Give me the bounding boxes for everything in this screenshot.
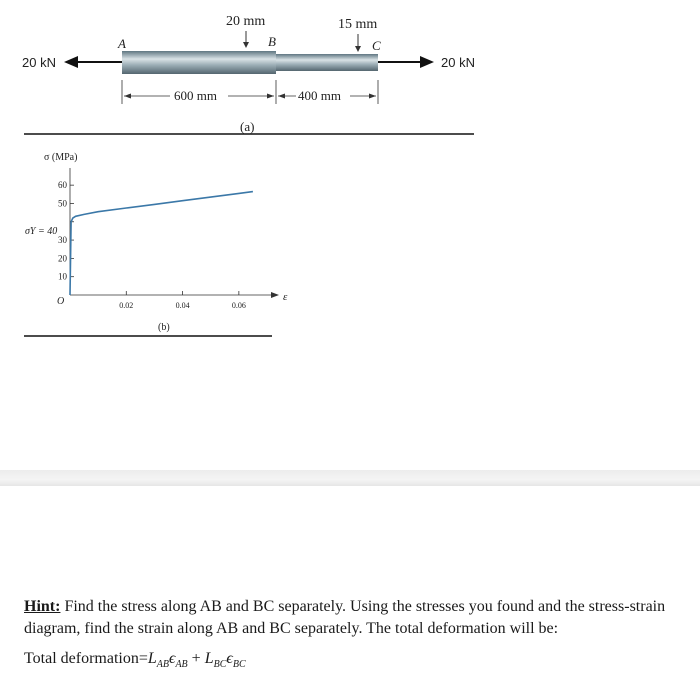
formula-sub-bc: BC xyxy=(213,659,227,671)
dim-arrowhead xyxy=(124,94,131,99)
hint-paragraph xyxy=(24,596,694,640)
figure-b-caption: (b) xyxy=(158,322,170,333)
load-left-arrowhead xyxy=(64,56,78,68)
series xyxy=(70,192,253,295)
dim-arrowhead xyxy=(278,94,285,99)
formula-sub-bc-strain: BC xyxy=(232,659,246,671)
diameter-bc-label: 15 mm xyxy=(338,17,378,32)
rod-ab xyxy=(122,51,276,74)
x-axis-symbol: ε xyxy=(283,291,288,303)
load-right-arrowhead xyxy=(420,56,434,68)
point-a-label: A xyxy=(118,36,126,51)
bar-diagram xyxy=(0,0,700,140)
hint-label: Hint: xyxy=(24,598,61,615)
figure-a-caption: (a) xyxy=(240,119,255,134)
total-deformation-formula xyxy=(24,650,246,670)
stress-strain-curve xyxy=(70,192,253,295)
dim-arrowhead xyxy=(369,94,376,99)
hint-text: Find the stress along AB and BC separately. Using the stresses you found and the stress-strain diagram, find the strain along AB and BC separately. The total deformation will be: xyxy=(24,598,666,637)
yield-label: σY = 40 xyxy=(25,226,58,237)
diameter-ab-label: 20 mm xyxy=(226,14,266,29)
formula-sub-ab: AB xyxy=(156,659,169,671)
formula-length-ab: L xyxy=(147,650,157,667)
point-c-label: C xyxy=(372,38,381,53)
dim-arrowhead xyxy=(267,94,274,99)
x-tick-label: 0.02 xyxy=(119,301,134,310)
y-tick-label: 10 xyxy=(58,271,67,282)
x-tick-label: 0.06 xyxy=(231,301,246,310)
formula-sub-ab-strain: AB xyxy=(175,659,188,671)
formula-prefix: Total deformation= xyxy=(24,650,148,667)
formula-strain-ab: ϵ xyxy=(169,650,176,667)
y-tick-label: 20 xyxy=(58,253,67,264)
diameter-bc-arrowhead xyxy=(355,46,361,52)
y-axis-label: σ (MPa) xyxy=(44,152,78,163)
load-right-label: 20 kN xyxy=(441,55,475,70)
y-tick-label: 30 xyxy=(58,235,67,246)
stress-strain-chart xyxy=(0,140,700,340)
x-axis-arrowhead xyxy=(271,292,279,298)
formula-length-bc: L xyxy=(204,650,214,667)
y-tick-label: 50 xyxy=(58,198,67,209)
ticks xyxy=(58,180,246,310)
length-ab-label: 600 mm xyxy=(174,88,217,103)
axes xyxy=(70,168,279,298)
diameter-ab-arrowhead xyxy=(243,42,249,48)
length-bc-label: 400 mm xyxy=(298,88,341,103)
rod-bc xyxy=(276,54,378,71)
point-b-label: B xyxy=(268,34,276,49)
formula-strain-bc: ϵ xyxy=(226,650,233,667)
x-tick-label: 0.04 xyxy=(175,301,190,310)
origin-label: O xyxy=(57,296,65,307)
formula-plus: + xyxy=(187,650,205,667)
load-left-label: 20 kN xyxy=(22,55,56,70)
y-tick-label: 60 xyxy=(58,180,67,191)
page-separator xyxy=(0,470,700,486)
